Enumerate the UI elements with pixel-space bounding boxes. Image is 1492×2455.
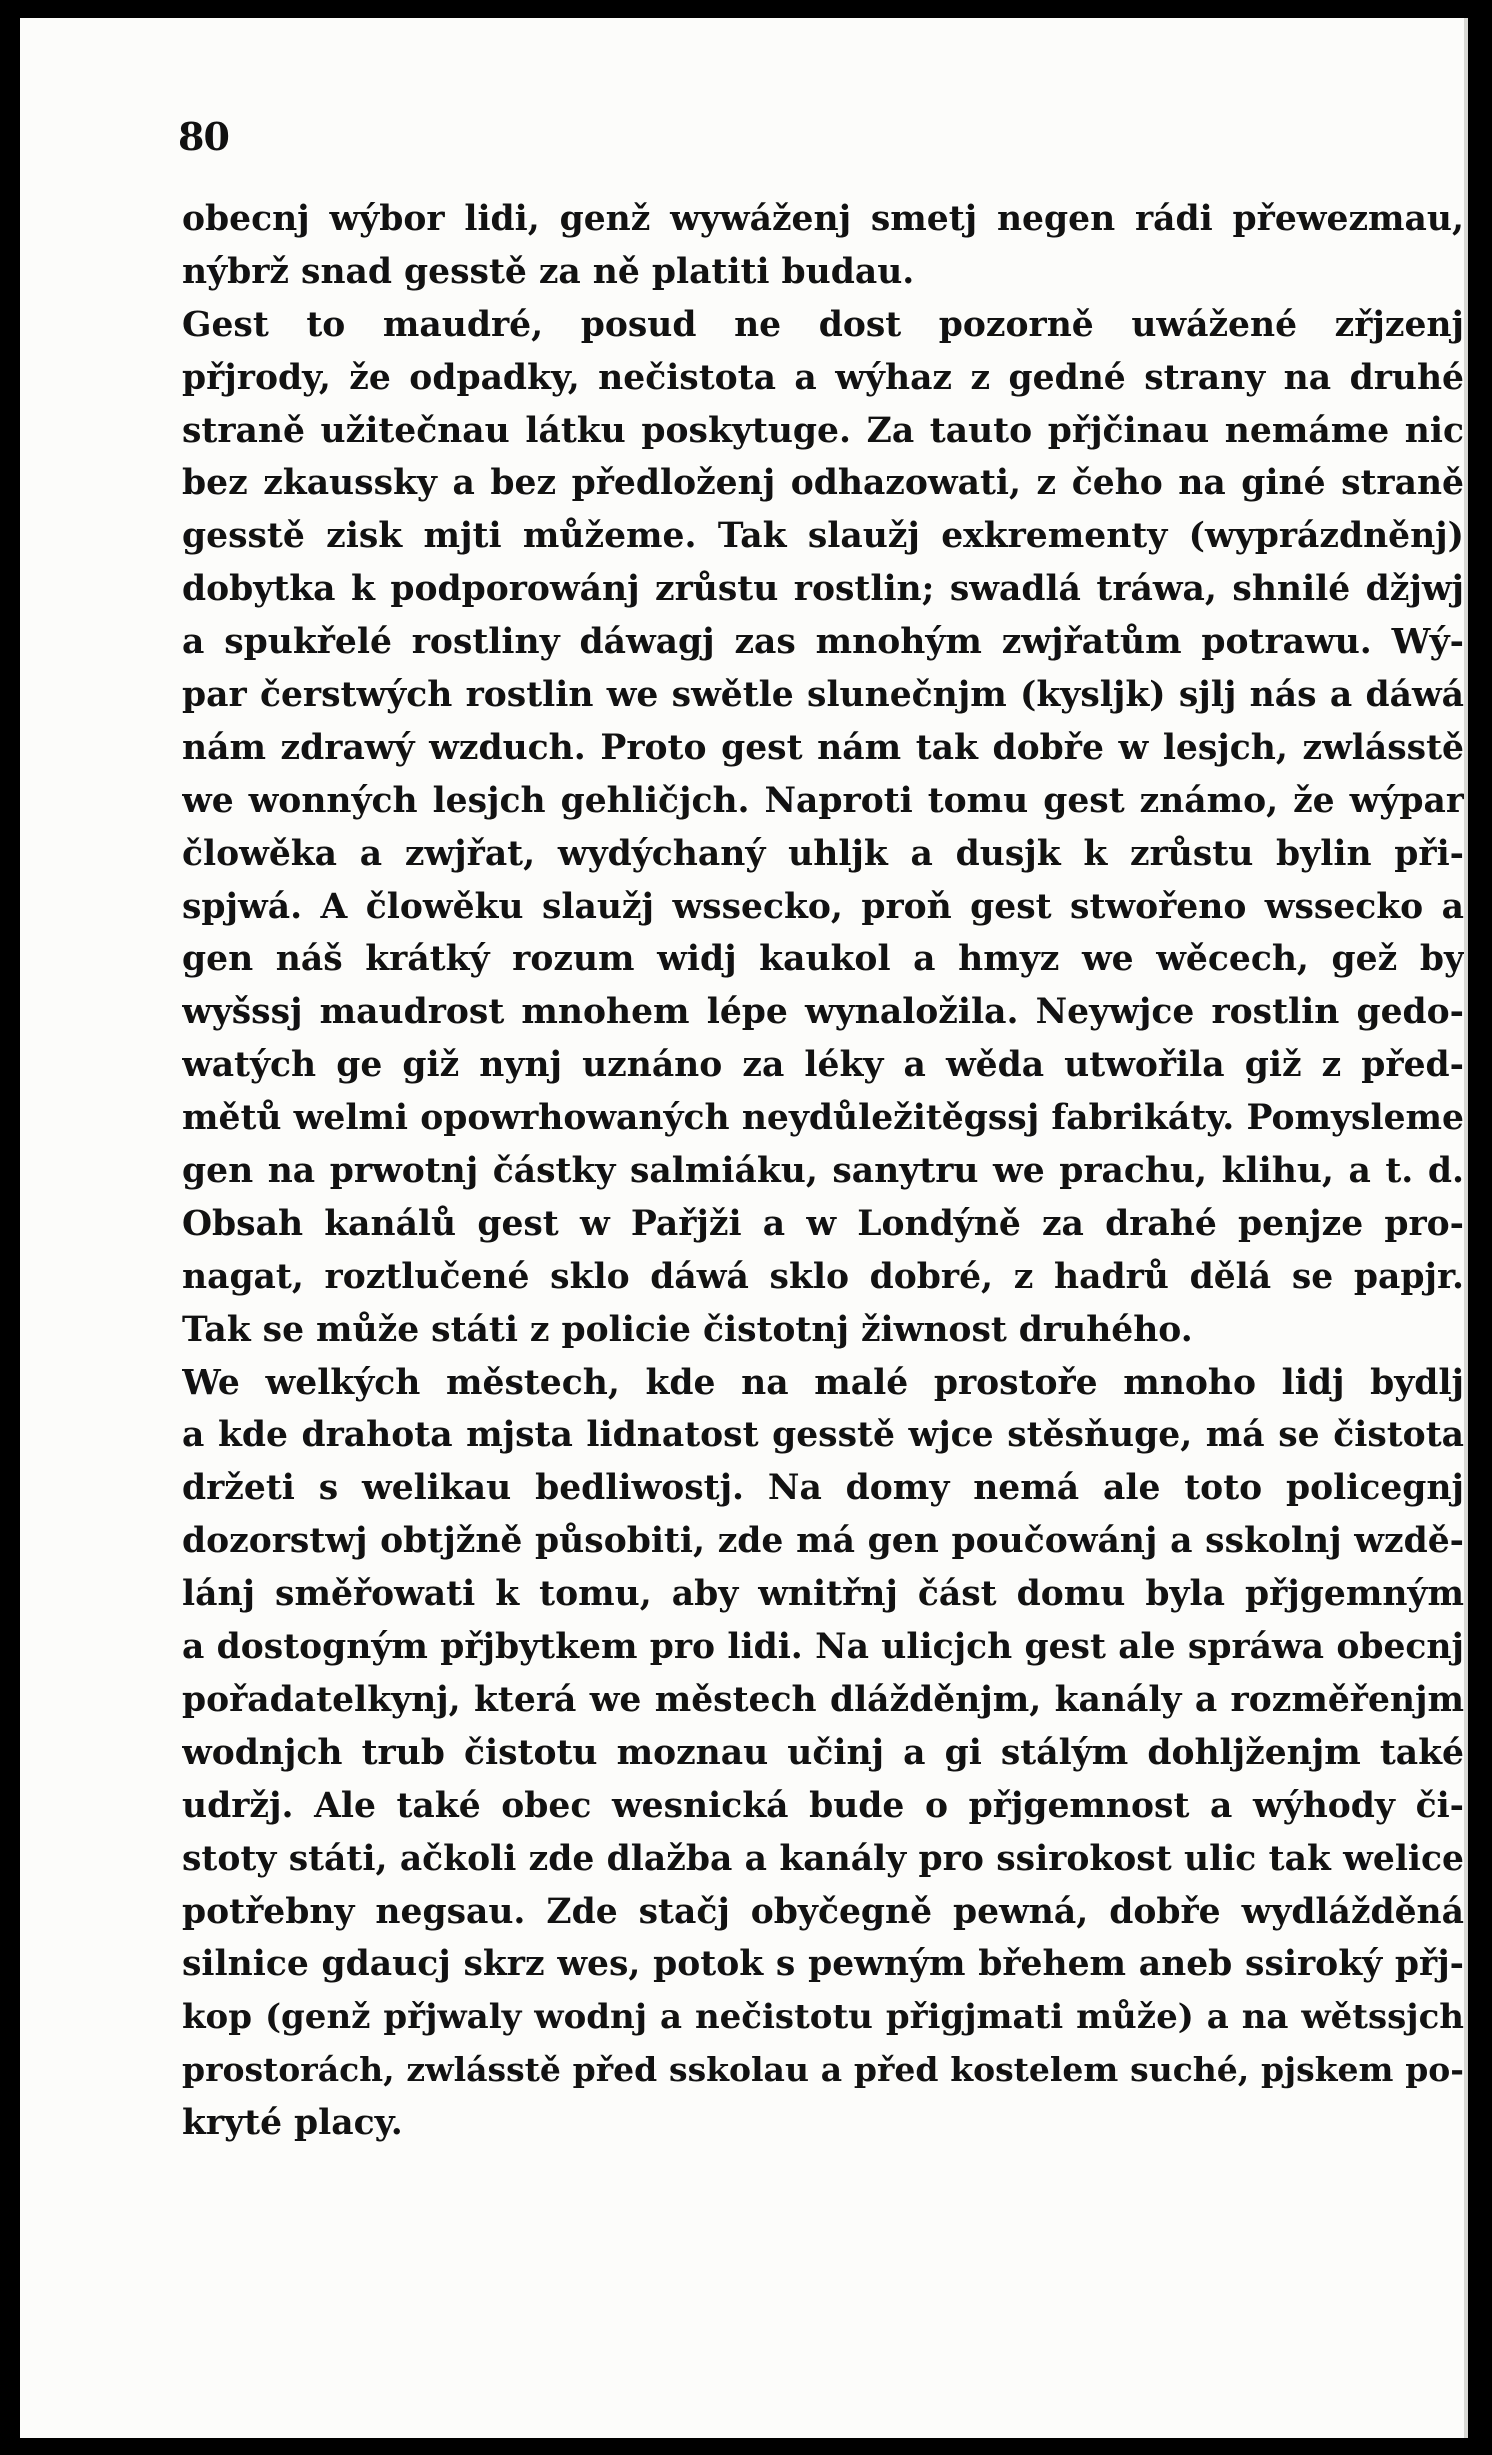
text-line: pořadatelkynj, která we městech dlážděnjm, kanály a rozměřenjm: [182, 1679, 1464, 1720]
page-number: 80: [178, 114, 229, 159]
text-line: přjrody, že odpadky, nečistota a wýhaz z gedné strany na druhé: [182, 357, 1464, 398]
text-line: prostorách, zwlásstě před sskolau a před kostelem suché, pjskem po-: [182, 2050, 1464, 2090]
text-line: a dostogným přjbytkem pro lidi. Na ulicjch gest ale spráwa obecnj: [182, 1627, 1464, 1668]
text-line: držeti s welikau bedliwostj. Na domy nemá ale toto policegnj: [182, 1468, 1464, 1509]
text-line: bez zkaussky a bez předloženj odhazowati, z čeho na giné straně: [182, 463, 1464, 504]
body-text: [182, 193, 1464, 2150]
text-line: gesstě zisk mjti můžeme. Tak slaužj exkrementy (wyprázdněnj): [182, 516, 1464, 557]
text-line: silnice gdaucj skrz wes, potok s pewným břehem aneb ssiroký přj-: [182, 1944, 1464, 1985]
text-line: We welkých městech, kde na malé prostoře mnoho lidj bydlj: [182, 1362, 1464, 1403]
text-line: we wonných lesjch gehličjch. Naproti tomu gest známo, že wýpar: [182, 780, 1464, 821]
text-line: a kde drahota mjsta lidnatost gesstě wjce stěsňuge, má se čistota: [182, 1415, 1464, 1456]
text-line: wyšssj maudrost mnohem lépe wynaložila. Neywjce rostlin gedo-: [182, 992, 1464, 1033]
text-line: Gest to maudré, posud ne dost pozorně uwážené zřjzenj: [182, 304, 1464, 345]
text-line: nýbrž snad gesstě za ně platiti budau.: [182, 251, 915, 292]
text-line: obecnj wýbor lidi, genž wywáženj smetj negen rádi přewezmau,: [182, 199, 1464, 239]
text-line: dozorstwj obtjžně působiti, zde má gen poučowánj a sskolnj wzdě-: [182, 1521, 1464, 1562]
book-page: [20, 18, 1468, 2438]
text-line: watých ge giž nynj uznáno za léky a wěda utwořila giž z před-: [182, 1045, 1464, 1086]
text-line: udržj. Ale také obec wesnická bude o přjgemnost a wýhody či-: [182, 1785, 1464, 1826]
text-line: nagat, roztlučené sklo dáwá sklo dobré, z hadrů dělá se papjr.: [182, 1256, 1464, 1297]
text-line: mětů welmi opowrhowaných neydůležitěgssj fabrikáty. Pomysleme: [182, 1098, 1464, 1139]
text-line: gen náš krátký rozum widj kaukol a hmyz we wěcech, gež by: [182, 939, 1464, 980]
text-line: par čerstwých rostlin we swětle slunečnjm (kysljk) sjlj nás a dáwá: [182, 675, 1464, 716]
text-line: dobytka k podporowánj zrůstu rostlin; swadlá tráwa, shnilé džjwj: [182, 569, 1464, 610]
text-line: gen na prwotnj částky salmiáku, sanytru we prachu, klihu, a t. d.: [182, 1151, 1464, 1192]
text-line: lánj směřowati k tomu, aby wnitřnj část domu byla přjgemným: [182, 1574, 1464, 1615]
text-line: Tak se může státi z policie čistotnj žiwnost druhého.: [182, 1309, 1193, 1350]
text-line: potřebny negsau. Zde stačj obyčegně pewná, dobře wydlážděná: [182, 1891, 1464, 1932]
text-line: kop (genž přjwaly wodnj a nečistotu přigjmati může) a na wětssjch: [182, 1997, 1464, 2038]
text-line: nám zdrawý wzduch. Proto gest nám tak dobře w lesjch, zwlásstě: [182, 727, 1464, 768]
text-line: a spukřelé rostliny dáwagj zas mnohým zwjřatům potrawu. Wý-: [182, 622, 1464, 663]
text-line: Obsah kanálů gest w Pařjži a w Londýně za drahé penjze pro-: [182, 1203, 1464, 1244]
text-line: kryté placy.: [182, 2103, 403, 2144]
text-line: stoty státi, ačkoli zde dlažba a kanály pro ssirokost ulic tak welice: [182, 1838, 1464, 1879]
text-line: spjwá. A člowěku slaužj wssecko, proň gest stwořeno wssecko a: [182, 886, 1464, 927]
text-line: straně užitečnau látku poskytuge. Za tauto přjčinau nemáme nic: [182, 410, 1464, 451]
text-line: wodnjch trub čistotu moznau učinj a gi stálým dohljženjm také: [182, 1732, 1464, 1773]
text-line: člowěka a zwjřat, wydýchaný uhljk a dusjk k zrůstu bylin při-: [182, 833, 1464, 874]
